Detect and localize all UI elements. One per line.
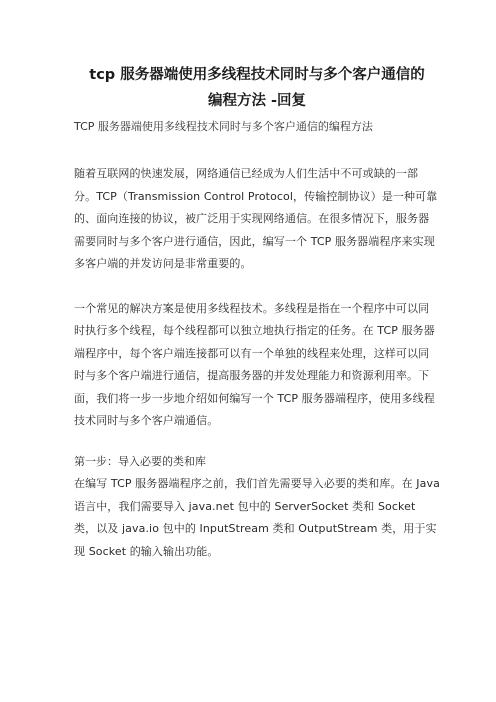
step1-paragraph: 在编写 TCP 服务器端程序之前，我们首先需要导入必要的类和库。在 Java 语言中，我们需要导入 java.net 包中的 ServerSocket 类和 Socket 类，以及 java.io 包中的 InputStream 类和 OutputStream 类，用于实现 Socket 的输入输出功能。 xyxy=(74,477,440,558)
title-line-1: tcp 服务器端使用多线程技术同时与多个客户通信的 xyxy=(89,67,425,83)
step1-heading: 第一步：导入必要的类和库 xyxy=(74,454,206,468)
title-line-2: 编程方法 -回复 xyxy=(207,93,307,109)
document-subtitle: TCP 服务器端使用多线程技术同时与多个客户通信的编程方法 xyxy=(74,120,373,133)
paragraph-intro: 随着互联网的快速发展，网络通信已经成为人们生活中不可或缺的一部分。TCP（Transmission Control Protocol，传输控制协议）是一种可靠的、面向连接的协议，被广泛用于实现网络通信。在很多情况下，服务器需要同时与多个客户进行通信，因此，编写一个 TCP 服务器端程序来实现多客户端的并发访问是非常重要的。 xyxy=(74,167,438,270)
paragraph-multithreading: 一个常见的解决方案是使用多线程技术。多线程是指在一个程序中可以同时执行多个线程，每个线程都可以独立地执行指定的任务。在 TCP 服务器端程序中，每个客户端连接都可以有一个单独的线程来处理，这样可以同时与多个客户端进行通信，提高服务器的并发处理能力和资源利用率。下面，我们将一步一步地介绍如何编写一个 TCP 服务器端程序，使用多线程技术同时与多个客户端通信。 xyxy=(74,301,435,427)
document-title xyxy=(74,62,440,114)
